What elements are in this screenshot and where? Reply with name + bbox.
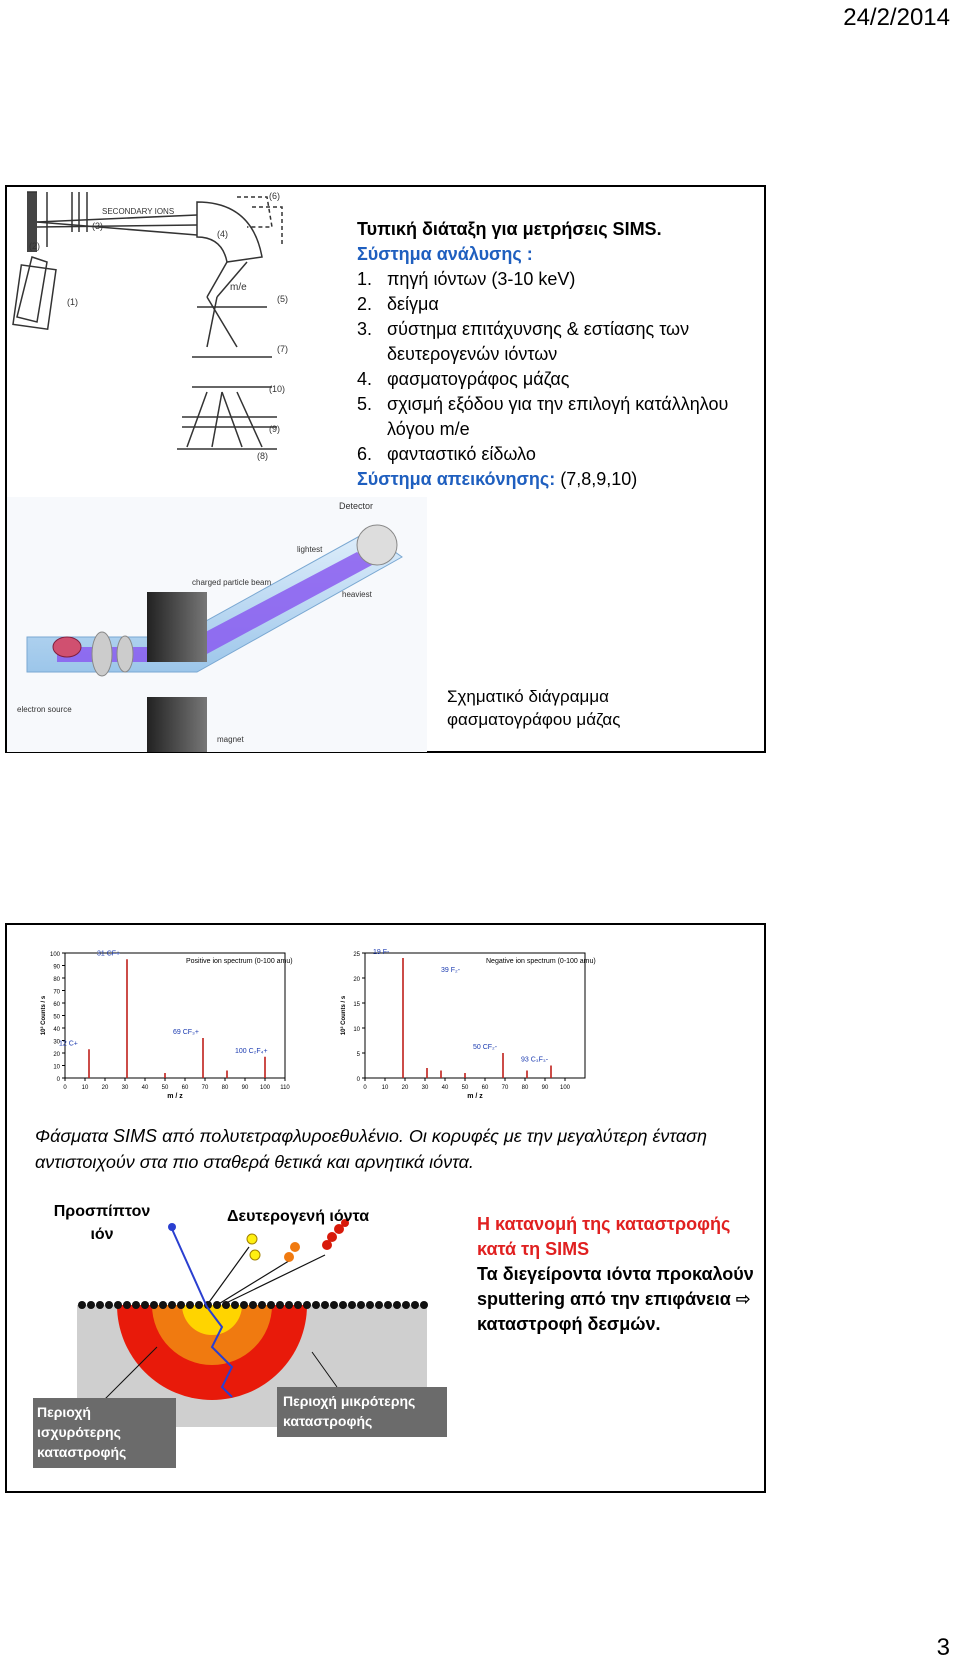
pos-ytick-label: 60 bbox=[53, 1002, 60, 1008]
pos-xtick-label: 60 bbox=[181, 1085, 189, 1091]
secondary-ions-label: SECONDARY IONS bbox=[102, 207, 175, 216]
list-item: 5. σχισμή εξόδου για την επιλογή κατάλληλου λόγου m/e bbox=[357, 394, 729, 439]
neg-peak-label: 50 CF₂- bbox=[473, 1044, 498, 1051]
sims-setup-text bbox=[357, 217, 757, 492]
pos-xlabel: m / z bbox=[167, 1093, 183, 1100]
pos-xtick-label: 80 bbox=[221, 1085, 229, 1091]
schematic-label-10: (10) bbox=[269, 384, 286, 394]
pos-xtick-label: 30 bbox=[121, 1085, 129, 1091]
pos-ylabel: 10³ Counts / s bbox=[41, 995, 47, 1036]
schematic-label-2: (2) bbox=[29, 241, 40, 251]
pos-peak-label: 12 C+ bbox=[59, 1040, 78, 1048]
page-number: 3 bbox=[936, 1634, 950, 1661]
neg-peak-label: 19 F- bbox=[373, 949, 390, 956]
list-item: 4. φασματογράφος μάζας bbox=[357, 369, 570, 389]
electron-source-label: electron source bbox=[17, 705, 72, 714]
positive-ion-spectrum-chart bbox=[37, 943, 317, 1118]
mass-spectrometer-illustration bbox=[7, 497, 427, 752]
neg-xtick-label: 0 bbox=[363, 1085, 367, 1091]
pos-xtick-label: 40 bbox=[141, 1085, 149, 1091]
pos-xtick-label: 100 bbox=[259, 1085, 271, 1091]
pos-xtick-label: 110 bbox=[280, 1085, 290, 1091]
detector-label: Detector bbox=[339, 501, 374, 511]
pos-xtick-label: 20 bbox=[101, 1085, 109, 1091]
pos-plot-area bbox=[65, 953, 285, 1078]
pos-ytick-label: 40 bbox=[53, 1027, 60, 1033]
neg-plot-area bbox=[365, 953, 585, 1078]
damage-explanation: Τα διεγείροντα ιόντα προκαλούν sputtering από την επιφάνεια ⇨ καταστροφή δεσμών. bbox=[477, 1264, 754, 1334]
neg-ytick-label: 5 bbox=[356, 1052, 360, 1058]
neg-xtick-label: 100 bbox=[559, 1085, 571, 1091]
pos-ytick-label: 30 bbox=[53, 1039, 60, 1046]
pos-ytick-label: 90 bbox=[53, 964, 60, 971]
neg-ylabel: 10³ Counts / s bbox=[341, 995, 347, 1036]
neg-xtick-label: 30 bbox=[421, 1085, 429, 1091]
list-item: 1. πηγή ιόντων (3-10 keV) bbox=[357, 269, 576, 289]
strong-damage-label: Περιοχή ισχυρότερης καταστροφής bbox=[33, 1398, 176, 1468]
neg-xtick-label: 40 bbox=[441, 1085, 449, 1091]
page-date: 24/2/2014 bbox=[843, 4, 950, 31]
neg-ytick-label: 25 bbox=[353, 952, 360, 958]
list-item: 2. δείγμα bbox=[357, 294, 439, 314]
magnet-label: magnet bbox=[217, 735, 244, 744]
damage-title: Η κατανομή της καταστροφής κατά τη SIMS bbox=[477, 1214, 731, 1259]
schematic-label-3: (3) bbox=[92, 221, 103, 231]
schematic-label-1: (1) bbox=[67, 297, 78, 307]
neg-xtick-label: 10 bbox=[381, 1085, 389, 1091]
pos-xtick-label: 10 bbox=[81, 1085, 89, 1091]
schematic-label-7: (7) bbox=[277, 344, 288, 354]
heaviest-label: heaviest bbox=[342, 590, 372, 599]
pos-ytick-label: 20 bbox=[53, 1052, 60, 1058]
secondary-ions-label: Δευτερογενή ιόντα bbox=[227, 1208, 370, 1225]
analysis-system-label: Σύστημα ανάλυσης : bbox=[357, 244, 533, 264]
damage-description bbox=[477, 1212, 757, 1337]
pos-peak-label: 31 CF+ bbox=[97, 950, 121, 958]
pos-peak-label: 69 CF₃+ bbox=[173, 1029, 200, 1036]
neg-peak-label: 93 C₃F₃- bbox=[521, 1056, 549, 1064]
neg-xtick-label: 50 bbox=[461, 1085, 469, 1091]
charged-beam-label: charged particle beam bbox=[192, 578, 272, 587]
neg-ytick-label: 20 bbox=[353, 977, 360, 983]
neg-ytick-label: 15 bbox=[353, 1002, 360, 1008]
pos-xtick-label: 90 bbox=[241, 1085, 249, 1091]
pos-ytick-label: 50 bbox=[53, 1014, 60, 1021]
sims-schematic-diagram bbox=[7, 187, 297, 497]
imaging-system-line: Σύστημα απεικόνησης: (7,8,9,10) bbox=[357, 469, 638, 489]
slide-sims-setup bbox=[5, 185, 766, 753]
m-e-label: m/e bbox=[230, 282, 247, 293]
lightest-label: lightest bbox=[297, 545, 323, 554]
pos-peak-label: 100 C₂F₄+ bbox=[235, 1047, 268, 1055]
schematic-label-9: (9) bbox=[269, 424, 280, 434]
schematic-label-8: (8) bbox=[257, 451, 268, 461]
neg-xtick-label: 20 bbox=[401, 1085, 409, 1091]
list-item: 6. φανταστικό είδωλο bbox=[357, 444, 536, 464]
neg-xlabel: m / z bbox=[467, 1093, 483, 1100]
neg-extra-label: 39 F₂- bbox=[441, 966, 461, 974]
slide-title: Τυπική διάταξη για μετρήσεις SIMS. bbox=[357, 219, 662, 239]
spectra-caption: Φάσματα SIMS από πολυτετραφλυροεθυλένιο. Οι κορυφές με την μεγαλύτερη ένταση αντιστοιχούν στα πιο σταθερά θετικά και αρνητικά ιόντα. bbox=[35, 1126, 708, 1172]
negative-ion-spectrum-chart bbox=[337, 943, 617, 1118]
pos-ytick-label: 80 bbox=[53, 977, 60, 983]
slide-sims-spectra bbox=[5, 923, 766, 1493]
neg-title: Negative ion spectrum (0-100 amu) bbox=[486, 958, 596, 965]
pos-title: Positive ion spectrum (0-100 amu) bbox=[186, 958, 293, 965]
neg-xtick-label: 90 bbox=[541, 1085, 549, 1091]
neg-ytick-label: 10 bbox=[353, 1027, 360, 1033]
incident-ion-label: Προσπίπτον ιόν bbox=[53, 1203, 151, 1243]
pos-ytick-label: 0 bbox=[56, 1077, 60, 1083]
neg-ytick-label: 0 bbox=[356, 1077, 360, 1083]
pos-ytick-label: 100 bbox=[49, 952, 60, 958]
pos-ytick-label: 10 bbox=[53, 1064, 60, 1071]
list-item: 3. σύστημα επιτάχυνσης & εστίασης των δευτερογενών ιόντων bbox=[357, 319, 690, 364]
analysis-component-list bbox=[357, 267, 757, 467]
neg-xtick-label: 80 bbox=[521, 1085, 529, 1091]
schematic-label-5: (5) bbox=[277, 294, 288, 304]
weak-damage-label: Περιοχή μικρότερης καταστροφής bbox=[277, 1387, 447, 1437]
neg-xtick-label: 70 bbox=[501, 1085, 509, 1091]
neg-xtick-label: 60 bbox=[481, 1085, 489, 1091]
pos-xtick-label: 50 bbox=[161, 1085, 169, 1091]
schematic-label-4: (4) bbox=[217, 229, 228, 239]
pos-xtick-label: 70 bbox=[201, 1085, 209, 1091]
pos-xtick-label: 0 bbox=[63, 1085, 67, 1091]
mass-spec-caption: Σχηματικό διάγραμμα φασματογράφου μάζας bbox=[447, 687, 621, 729]
schematic-label-6: (6) bbox=[269, 191, 280, 201]
pos-ytick-label: 70 bbox=[53, 989, 60, 996]
